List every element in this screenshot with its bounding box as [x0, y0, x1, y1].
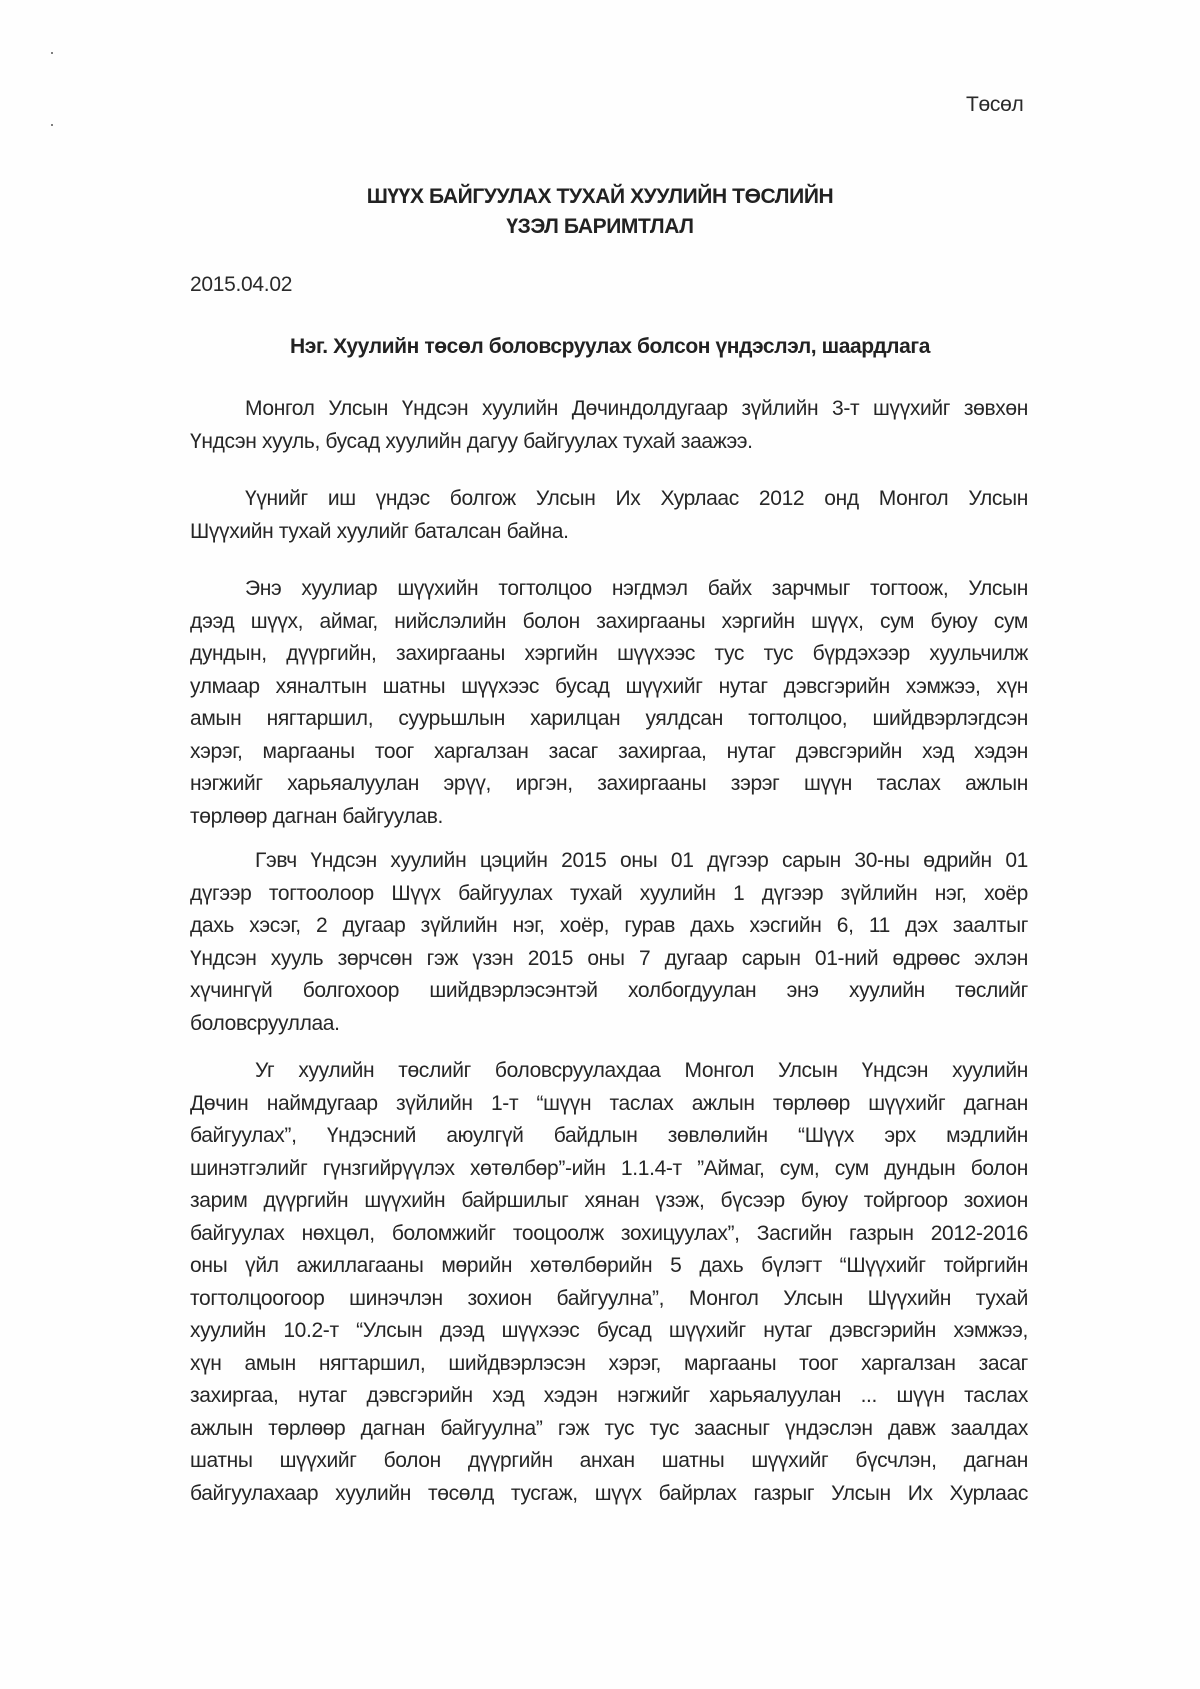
paragraph-line: Шүүхийн тухай хуулийг баталсан байна.	[190, 519, 569, 543]
draft-label: Төсөл	[966, 93, 1024, 116]
paragraph-line: дээд шүүх, аймаг, нийслэлийн болон захиргааны хэргийн шүүх, сум буюу сум	[190, 609, 1028, 633]
paragraph-line: хуулийн 10.2-т “Улсын дээд шүүхээс бусад шүүхийг нутаг дэвсгэрийн хэмжээ,	[190, 1319, 1028, 1342]
paragraph-4	[190, 845, 1028, 1040]
paragraph-1	[190, 393, 1028, 458]
paragraph-line: байгуулах нөхцөл, боломжийг тооцоолж зохицуулах”, Засгийн газрын 2012-2016	[190, 1221, 1028, 1245]
paragraph-line: ажлын төрлөөр дагнан байгуулна” гэж тус тус заасныг үндэслэн давж заалдах	[190, 1416, 1028, 1440]
paragraph-3	[190, 573, 1028, 833]
paragraph-line: төрлөөр дагнан байгуулав.	[190, 804, 444, 828]
paragraph-line: хүчингүй болгохоор шийдвэрлэсэнтэй холбогдуулан энэ хуулийн төслийг	[190, 979, 1028, 1002]
paragraph-line: хүн амын нягтаршил, шийдвэрлэсэн хэрэг, маргааны тоог харгалзан засаг	[190, 1351, 1028, 1375]
paragraph-line: байгуулахаар хуулийн төсөлд тусгаж, шүүх байрлах газрыг Улсын Их Хурлаас	[190, 1481, 1028, 1505]
paragraph-line: дүгээр тогтоолоор Шүүх байгуулах тухай хуулийн 1 дүгээр зүйлийн нэг, хоёр	[190, 881, 1028, 905]
scan-margin-mark	[51, 52, 53, 54]
paragraph-5	[190, 1055, 1028, 1510]
section-heading: Нэг. Хуулийн төсөл боловсруулах болсон үндэслэл, шаардлага	[290, 335, 930, 358]
paragraph-line: шинэтгэлийг гүнзгийрүүлэх хөтөлбөр”-ийн 1.1.4-т ”Аймаг, сум, сум дундын болон	[190, 1156, 1028, 1180]
paragraph-line: Үндсэн хууль, бусад хуулийн дагуу байгуулах тухай заажээ.	[190, 429, 753, 453]
paragraph-line: Гэвч Үндсэн хуулийн цэцийн 2015 оны 01 дүгээр сарын 30-ны өдрийн 01	[255, 849, 1028, 872]
paragraph-line: захиргаа, нутаг дэвсгэрийн хэд хэдэн нэгжийг харьяалуулан ... шүүн таслах	[190, 1384, 1028, 1407]
paragraph-line: Үндсэн хууль зөрчсөн гэж үзэн 2015 оны 7 дугаар сарын 01-ний өдрөөс эхлэн	[190, 946, 1028, 970]
paragraph-line: дахь хэсэг, 2 дугаар зүйлийн нэг, хоёр, гурав дахь хэсгийн 6, 11 дэх заалтыг	[190, 914, 1028, 937]
paragraph-line: байгуулах”, Үндэсний аюулгүй байдлын зөвлөлийн “Шүүх эрх мэдлийн	[190, 1124, 1028, 1147]
paragraph-line: оны үйл ажиллагааны мөрийн хөтөлбөрийн 5 дахь бүлэгт “Шүүхийг тойргийн	[190, 1254, 1028, 1277]
title-line-2: ҮЗЭЛ БАРИМТЛАЛ	[506, 215, 694, 238]
paragraph-line: дундын, дүүргийн, захиргааны хэргийн шүүхээс тус тус бүрдэхээр хуульчилж	[190, 642, 1028, 665]
document-date: 2015.04.02	[190, 273, 293, 296]
paragraph-line: Дөчин наймдугаар зүйлийн 1-т “шүүн таслах ажлын төрлөөр шүүхийг дагнан	[190, 1091, 1028, 1115]
paragraph-line: Үүнийг иш үндэс болгож Улсын Их Хурлаас 2012 онд Монгол Улсын	[245, 487, 1028, 510]
paragraph-line: Уг хуулийн төслийг боловсруулахдаа Монгол Улсын Үндсэн хуулийн	[255, 1059, 1028, 1082]
paragraph-line: Энэ хуулиар шүүхийн тогтолцоо нэгдмэл байх зарчмыг тогтоож, Улсын	[245, 577, 1028, 600]
paragraph-line: боловсрууллаа.	[190, 1011, 340, 1035]
scan-margin-mark	[51, 124, 53, 126]
paragraph-line: улмаар хяналтын шатны шүүхээс бусад шүүхийг нутаг дэвсгэрийн хэмжээ, хүн	[190, 674, 1028, 698]
title-line-1: ШҮҮХ БАЙГУУЛАХ ТУХАЙ ХУУЛИЙН ТӨСЛИЙН	[366, 185, 834, 208]
paragraph-line: тогтолцоогоор шинэчлэн зохион байгуулна”, Монгол Улсын Шүүхийн тухай	[190, 1286, 1028, 1310]
paragraph-2	[190, 483, 1028, 548]
paragraph-line: амын нягтаршил, суурьшлын харилцан уялдсан тогтолцоо, шийдвэрлэгдсэн	[190, 707, 1028, 730]
paragraph-line: нэгжийг харьяалуулан эрүү, иргэн, захиргааны зэрэг шүүн таслах ажлын	[190, 772, 1028, 795]
paragraph-line: хэрэг, маргааны тоог харгалзан засаг захиргаа, нутаг дэвсгэрийн хэд хэдэн	[190, 739, 1028, 763]
paragraph-line: Монгол Улсын Үндсэн хуулийн Дөчиндолдугаар зүйлийн 3-т шүүхийг зөвхөн	[245, 397, 1028, 420]
document-title	[0, 182, 1200, 242]
paragraph-line: шатны шүүхийг болон дүүргийн анхан шатны шүүхийг бүсчлэн, дагнан	[190, 1449, 1028, 1472]
paragraph-line: зарим дүүргийн шүүхийн байршилыг хянан үзэж, бүсээр буюу тойргоор зохион	[190, 1189, 1028, 1212]
